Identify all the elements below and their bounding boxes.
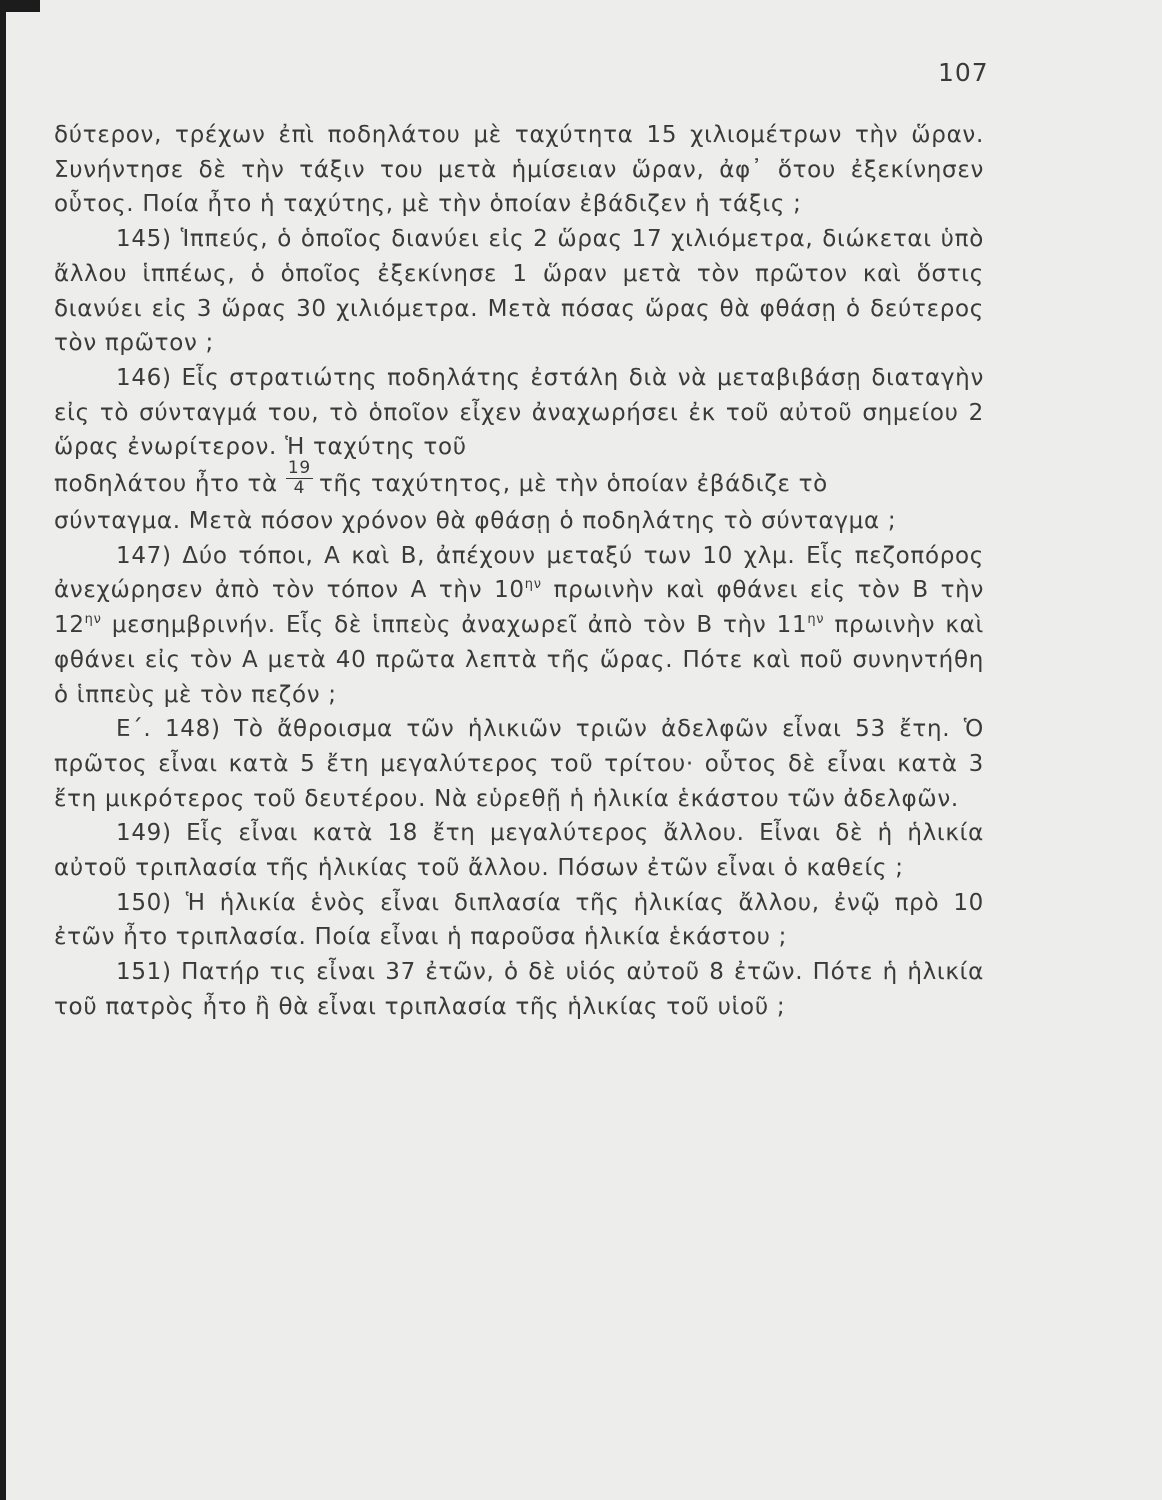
- problem-146-fraction-line: [54, 458, 984, 504]
- fraction-19-over-4: [286, 459, 313, 498]
- continuation-paragraph: δύτερον, τρέχων ἐπὶ ποδηλάτου μὲ ταχύτητα 15 χιλιομέτρων τὴν ὥραν. Συνήντησε δὲ τὴν τάξιν του μετὰ ἡμίσειαν ὥραν, ἀφ᾿ ὅτου ἐξεκίνησεν οὗτος. Ποία ἦτο ἡ ταχύτης, μὲ τὴν ὁποίαν ἐβάδιζεν ἡ τάξις ;: [54, 122, 984, 218]
- problem-145: 145) Ἱππεύς, ὁ ὁποῖος διανύει εἰς 2 ὥρας 17 χιλιόμετρα, διώκεται ὑπὸ ἄλλου ἱππέως, ὁ ὁποῖος ἐξεκίνησε 1 ὥραν μετὰ τὸν πρῶτον καὶ ὅστις διανύει εἰς 3 ὥρας 30 χιλιόμετρα. Μετὰ πόσας ὥρας θὰ φθάσῃ ὁ δεύτερος τὸν πρῶτον ;: [54, 226, 984, 357]
- problem-147-text-2: πρωινὴν καὶ φθάνει εἰς τὸν Β τὴν 12: [54, 577, 985, 639]
- page-number: 107: [938, 58, 989, 87]
- superscript-ordinal: ην: [524, 577, 542, 593]
- problem-146: [54, 361, 984, 465]
- problem-151: 151) Πατήρ τις εἶναι 37 ἐτῶν, ὁ δὲ υἱός αὐτοῦ 8 ἐτῶν. Πότε ἡ ἡλικία τοῦ πατρὸς ἦτο ἢ θὰ εἶναι τριπλασία τῆς ἡλικίας τοῦ υἱοῦ ;: [54, 959, 984, 1020]
- scan-edge-top: [0, 0, 40, 12]
- problem-147: [54, 539, 984, 713]
- problem-146-text-2: ποδηλάτου ἦτο τὰ: [54, 471, 278, 498]
- problem-148: Ε΄. 148) Τὸ ἄθροισμα τῶν ἡλικιῶν τριῶν ἀδελφῶν εἶναι 53 ἔτη. Ὁ πρῶτος εἶναι κατὰ 5 ἔτη μεγαλύτερος τοῦ τρίτου· οὗτος δὲ εἶναι κατὰ 3 ἔτη μικρότερος τοῦ δευτέρου. Νὰ εὑρεθῇ ἡ ἡλικία ἑκάστου τῶν ἀδελφῶν.: [54, 716, 984, 812]
- fraction-numerator: 19: [287, 458, 311, 479]
- fraction-denominator: 4: [293, 478, 306, 499]
- superscript-ordinal: ην: [84, 612, 102, 628]
- page-text: [54, 118, 984, 1025]
- problem-149: 149) Εἷς εἶναι κατὰ 18 ἔτη μεγαλύτερος ἄλλου. Εἶναι δὲ ἡ ἡλικία αὐτοῦ τριπλασία τῆς ἡλικίας τοῦ ἄλλου. Πόσων ἐτῶν εἶναι ὁ καθείς ;: [54, 820, 984, 882]
- superscript-ordinal: ην: [807, 612, 825, 628]
- scan-edge-left: [0, 0, 6, 1500]
- problem-146-end: σύνταγμα. Μετὰ πόσον χρόνον θὰ φθάσῃ ὁ ποδηλάτης τὸ σύνταγμα ;: [54, 508, 897, 535]
- problem-147-text-4: πρωινὴν καὶ φθάνει εἰς τὸν Α μετὰ 40 πρῶτα λεπτὰ τῆς ὥρας. Πότε καὶ ποῦ συνηντήθη ὁ ἱππεὺς μὲ τὸν πεζόν ;: [54, 612, 984, 708]
- problem-147-text-3: μεσημβρινήν. Εἷς δὲ ἱππεὺς ἀναχωρεῖ ἀπὸ τὸν Β τὴν 11: [111, 612, 808, 639]
- problem-146-text-3: τῆς ταχύτητος, μὲ τὴν ὁποίαν ἐβάδιζε τὸ: [318, 471, 828, 498]
- problem-150: 150) Ἡ ἡλικία ἑνὸς εἶναι διπλασία τῆς ἡλικίας ἄλλου, ἐνῷ πρὸ 10 ἐτῶν ἦτο τριπλασία. Ποία εἶναι ἡ παροῦσα ἡλικία ἑκάστου ;: [54, 889, 984, 951]
- problem-146-text-1: 146) Εἷς στρατιώτης ποδηλάτης ἐστάλη διὰ νὰ μεταβιβάσῃ διαταγὴν εἰς τὸ σύνταγμά του, τὸ ὁποῖον εἶχεν ἀναχωρήσει ἐκ τοῦ αὐτοῦ σημείου 2 ὥρας ἐνωρίτερον. Ἡ ταχύτης τοῦ: [54, 364, 984, 461]
- problem-147-text-1: 147) Δύο τόποι, Α καὶ Β, ἀπέχουν μεταξύ των 10 χλμ. Εἷς πεζοπόρος ἀνεχώρησεν ἀπὸ τὸν τόπον Α τὴν 10: [54, 542, 984, 604]
